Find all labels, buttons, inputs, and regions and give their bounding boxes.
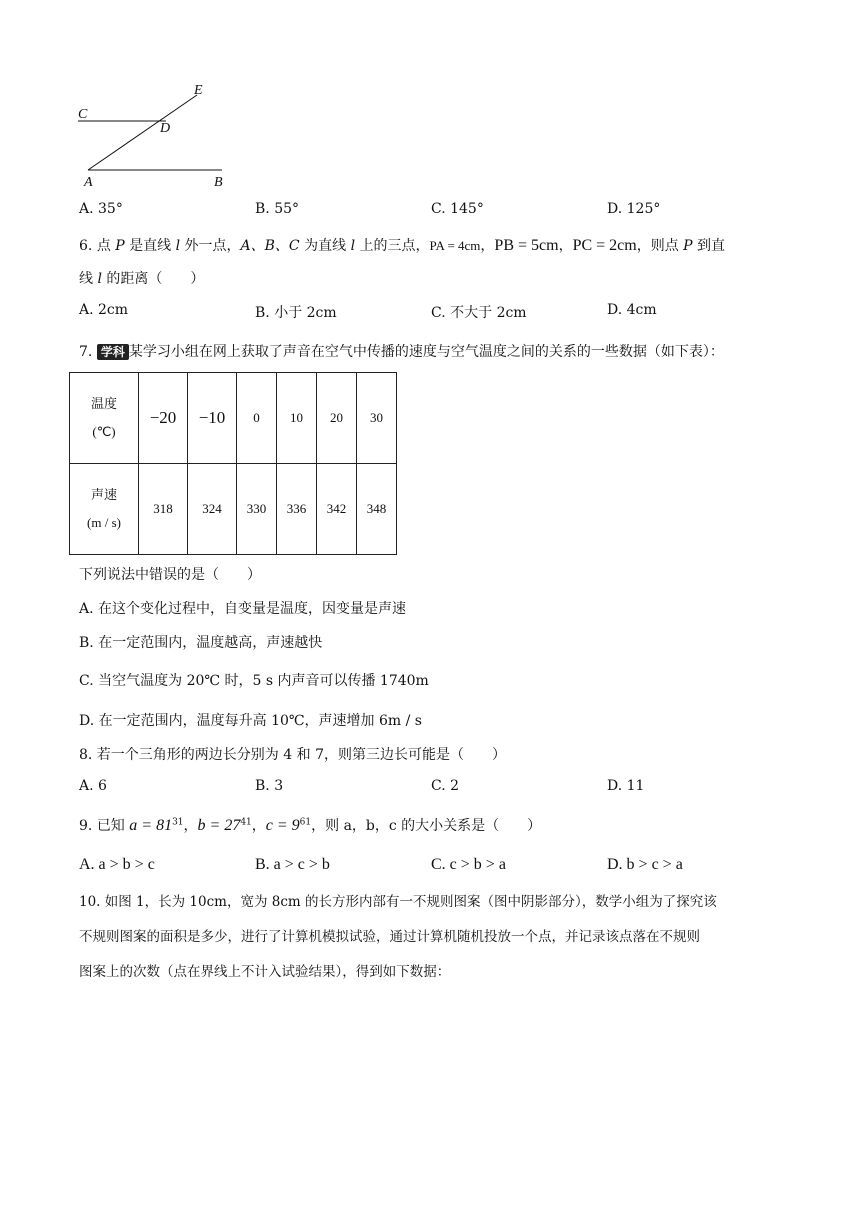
line-ae <box>88 95 197 170</box>
label-a: A <box>84 175 93 190</box>
table-cell: 30 <box>357 373 397 464</box>
q8-text: 8. 若一个三角形的两边长分别为 4 和 7，则第三边长可能是（ ） <box>79 747 506 763</box>
q8-option-a: A. 6 <box>79 778 107 794</box>
q6-option-b: B. 小于 2cm <box>255 305 337 321</box>
q6-text: 上的三点， <box>355 238 430 254</box>
q7-text: 某学习小组在网上获取了声音在空气中传播的速度与空气温度之间的关系的一些数据（如下表）： <box>128 344 724 360</box>
b-exponent: 41 <box>240 817 252 828</box>
q9-line: 9. 已知 $a = 81^{31}$，$b = 27^{41}$，$c = 9^{61}$，则 a，b，c 的大小关系是（ ） <box>79 817 542 834</box>
q6-option-c: C. 不大于 2cm <box>431 305 527 321</box>
q5-option-b: B. 55° <box>255 201 300 217</box>
q6-text: 到直 <box>692 238 726 254</box>
table-row <box>70 464 397 555</box>
q6-line-1: 6. 点 P 是直线 l 外一点，A、B、C 为直线 l 上的三点，PA = 4cm，PB = 5cm，PC = 2cm，则点 P 到直 <box>79 237 726 254</box>
q9-option-a: A. a > b > c <box>79 856 155 873</box>
table-cell: −10 <box>188 373 237 464</box>
q7-line <box>79 341 724 361</box>
q6-text: 的距离（ ） <box>101 271 205 287</box>
c-exponent: 61 <box>299 817 312 828</box>
label-e: E <box>194 83 203 98</box>
c-expression: c = 9 <box>265 817 300 834</box>
var-l: l <box>350 238 356 254</box>
q7-option-a: A. 在这个变化过程中，自变量是温度，因变量是声速 <box>79 601 407 617</box>
q8-option-c: C. 2 <box>431 778 460 794</box>
label-b: B <box>214 175 223 190</box>
q5-option-c: C. 145° <box>431 201 484 217</box>
q9-option-c: C. c > b > a <box>431 856 506 873</box>
table-cell: 348 <box>357 464 397 555</box>
var-l: l <box>97 271 102 287</box>
table-cell: 10 <box>277 373 317 464</box>
q5-option-d: D. 125° <box>607 201 661 217</box>
q9-option-b: B. a > c > b <box>255 856 330 873</box>
q7-option-d: D. 在一定范围内，温度每升高 10℃，声速增加 6m / s <box>79 713 422 729</box>
b-expression: b = 27 <box>197 817 241 834</box>
pb-value: PB = 5cm <box>494 237 559 254</box>
table-header-cell <box>70 464 139 555</box>
q6-text: 线 <box>79 271 98 287</box>
header-speed-unit: (m / s) <box>87 515 121 530</box>
q9-text: 已知 <box>96 818 130 834</box>
q6-option-a: A. 2cm <box>79 302 129 318</box>
var-l: l <box>175 238 181 254</box>
q8-option-b: B. 3 <box>255 778 284 794</box>
q7-option-c: C. 当空气温度为 20℃ 时，5 s 内声音可以传播 1740m <box>79 673 429 689</box>
header-temperature: 温度 <box>90 396 117 411</box>
table-cell: 336 <box>277 464 317 555</box>
header-temperature-unit: (℃) <box>92 424 116 439</box>
q6-text: 外一点， <box>180 238 241 254</box>
q9-number: 9. <box>79 818 93 834</box>
q6-line-2 <box>79 268 204 288</box>
pc-value: PC = 2cm <box>572 237 637 254</box>
q10-line-3: 图案上的次数（点在界线上不计入试验结果），得到如下数据： <box>79 964 451 980</box>
q7-number: 7. <box>79 344 93 360</box>
q9-text: ，则 a，b，c 的大小关系是（ ） <box>311 818 542 834</box>
a-expression: a = 81 <box>129 817 173 834</box>
q6-text: 为直线 <box>299 238 351 254</box>
q6-number: 6. <box>79 238 93 254</box>
table-cell: 20 <box>317 373 357 464</box>
header-speed: 声速 <box>90 487 117 502</box>
table-cell: 342 <box>317 464 357 555</box>
q6-option-d: D. 4cm <box>607 302 657 318</box>
table-cell: −20 <box>139 373 188 464</box>
q9-option-d: D. b > c > a <box>607 856 683 873</box>
q6-text: ，则点 <box>636 238 684 254</box>
q6-text: 是直线 <box>124 238 176 254</box>
a-exponent: 31 <box>172 817 184 828</box>
q10-line-1: 10. 如图 1，长为 10cm，宽为 8cm 的长方形内部有一不规则图案（图中阴影部分），数学小组为了探究该 <box>79 894 717 910</box>
sound-speed-table <box>69 372 397 555</box>
q7-option-b: B. 在一定范围内，温度越高，声速越快 <box>79 635 323 651</box>
xueke-logo: 学科 <box>97 344 129 360</box>
points-abc: A、B、C <box>240 238 300 254</box>
table-cell: 0 <box>237 373 277 464</box>
table-cell: 330 <box>237 464 277 555</box>
label-d: D <box>160 121 171 136</box>
q7-prompt: 下列说法中错误的是（ ） <box>79 567 261 583</box>
var-p: P <box>115 238 125 254</box>
q6-text: 点 <box>96 238 116 254</box>
label-c: C <box>78 107 88 122</box>
q10-line-2: 不规则图案的面积是多少，进行了计算机模拟试验，通过计算机随机投放一个点，并记录该点落在不规则 <box>79 929 700 945</box>
q8-option-d: D. 11 <box>607 778 645 794</box>
table-header-cell <box>70 373 139 464</box>
pa-value: PA = 4cm <box>429 238 481 253</box>
geometry-figure <box>70 80 240 190</box>
var-p: P <box>683 238 693 254</box>
table-row <box>70 373 397 464</box>
table-cell: 324 <box>188 464 237 555</box>
q5-option-a: A. 35° <box>79 201 123 217</box>
table-cell: 318 <box>139 464 188 555</box>
